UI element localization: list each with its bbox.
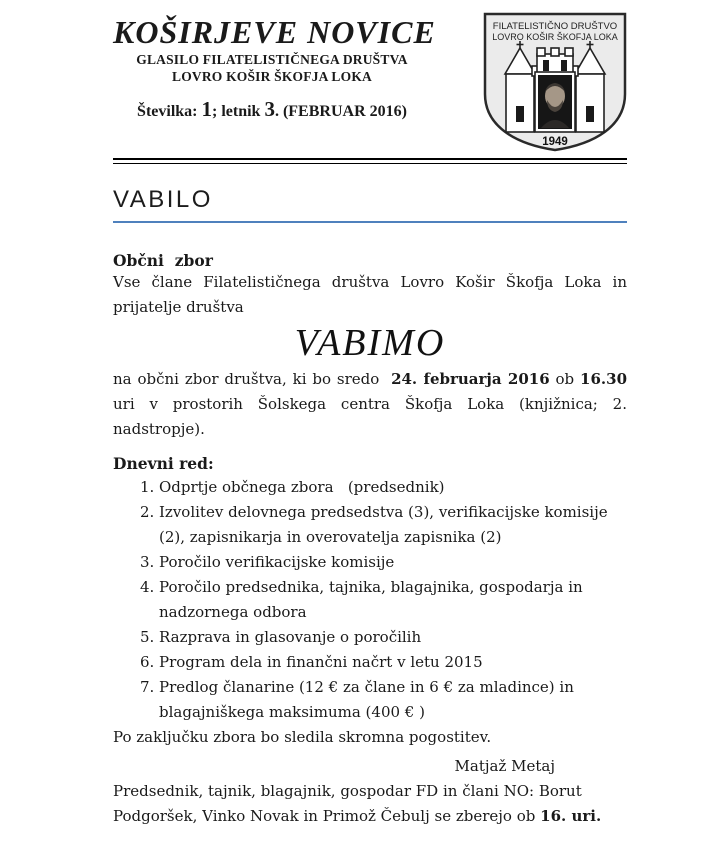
agenda-item-number: 1. [140,477,155,496]
agenda-item-text: Program dela in finančni načrt v letu 2015 [159,652,483,671]
masthead [113,14,627,148]
agenda-item-text: Razprava in glasovanje o poročilih [159,627,422,646]
crest-year: 1949 [542,136,568,148]
agenda-item-1 [113,475,627,500]
issue-mid: ; letnik [212,102,265,120]
details-date: 24. februarja 2016 [391,369,550,388]
note-bold: 16. uri. [540,806,602,825]
details-post: uri v prostorih Šolskega centra Škofja Loka (knjižnica; 2. nadstropje). [113,394,627,438]
crest-text-line2: LOVRO KOŠIR ŠKOFJA LOKA [492,32,618,42]
section-heading-underline [113,221,627,223]
agenda-item-number: 2. [140,502,155,521]
article-subject: Občni zbor [113,251,213,270]
agenda-item-text: Izvolitev delovnega predsedstva (3), verifikacijske komisije (2), zapisnikarja in overovatelja zapisnika (2) [159,502,608,546]
intro-paragraph: Vse člane Filatelističnega društva Lovro Košir Škofja Loka in prijatelje društva [113,273,627,316]
agenda-item-number: 4. [140,577,155,596]
issue-rest: . (FEBRUAR 2016) [274,102,407,120]
newsletter-subtitle-line2: LOVRO KOŠIR ŠKOFJA LOKA [171,68,372,84]
agenda-item-number: 3. [140,552,155,571]
society-crest-logo [479,8,631,156]
header-divider-rule [113,158,627,164]
agenda-item-2 [113,500,627,550]
signature-name: Matjaž Metaj [454,756,555,775]
agenda-item-text: Poročilo verifikacijske komisije [159,552,395,571]
details-pre: na občni zbor društva, ki bo sredo [113,369,392,388]
newsletter-subtitle-line1: GLASILO FILATELISTIČNEGA DRUŠTVA [136,51,408,67]
agenda-list [113,475,627,725]
newsletter-title: KOŠIRJEVE NOVICE [113,14,436,50]
agenda-label: Dnevni red: [113,453,214,473]
crest-text-line1: FILATELISTIČNO DRUŠTVO [492,21,618,32]
closing-line: Po zaključku zbora bo sledila skromna pogostitev. [113,727,492,746]
agenda-item-7 [113,675,627,725]
agenda-item-text: Odprtje občnega zbora (predsednik) [159,477,445,496]
details-mid: ob [549,369,581,388]
section-heading: VABILO [113,186,213,213]
note-pre: Predsednik, tajnik, blagajnik, gospodar FD in člani NO: Borut Podgoršek, Vinko Novak in Primož Čebulj se zberejo ob [113,781,582,825]
masthead-text-block [113,14,436,122]
agenda-item-text: Poročilo predsednika, tajnika, blagajnika, gospodarja in nadzornega odbora [159,577,583,621]
issue-label: Številka: [137,102,202,120]
agenda-item-6 [113,650,627,675]
agenda-item-3 [113,550,627,575]
agenda-item-number: 7. [140,677,155,696]
agenda-item-number: 5. [140,627,155,646]
agenda-item-5 [113,625,627,650]
details-paragraph [113,367,627,442]
note-paragraph [113,779,627,829]
agenda-item-number: 6. [140,652,155,671]
details-time: 16.30 [580,369,628,388]
agenda-item-4 [113,575,627,625]
agenda-item-text: Predlog članarine (12 € za člane in 6 € za mladince) in blagajniškega maksimuma (400 € ) [159,677,574,721]
issue-number: 1 [201,96,212,121]
issue-volume: 3 [264,96,275,121]
invite-word: VABIMO [294,322,446,364]
issue-line [113,97,431,122]
